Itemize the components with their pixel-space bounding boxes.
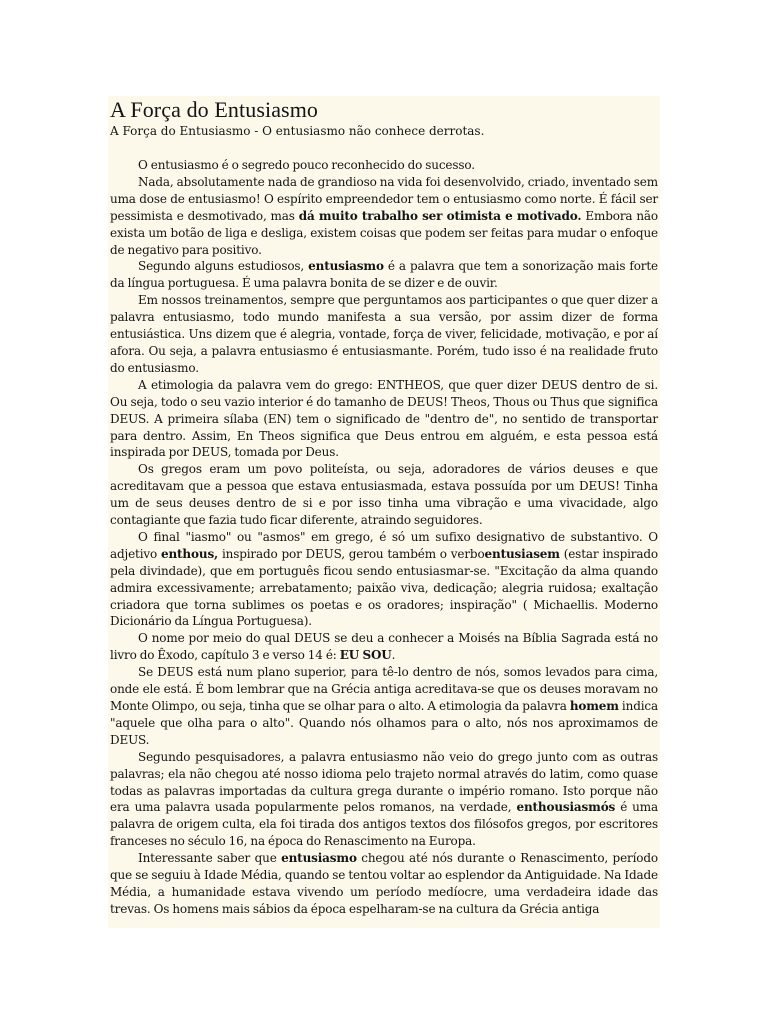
bold-text: entusiasmo bbox=[281, 851, 357, 866]
paragraph bbox=[110, 174, 658, 259]
text-run: . bbox=[391, 648, 396, 663]
document-body bbox=[110, 157, 658, 918]
paragraph bbox=[110, 258, 658, 292]
text-run: Interessante saber que bbox=[138, 851, 282, 866]
text-run: é a palavra que tem a sonorização mais forte da língua portuguesa. É uma palavra bonita de se dizer e de ouvir. bbox=[110, 259, 658, 291]
text-run: A etimologia da palavra vem do grego: ENTHEOS, que quer dizer DEUS dentro de si. Ou seja, todo o seu vazio interior é do tamanho de DEUS! Theos, Thous ou Thus que significa DEUS. A primeira sílaba (EN) tem o significado de "dentro de", no sentido de transportar para dentro. Assim, En Theos significa que Deus entrou em alguém, e esta pessoa está inspirada por DEUS, tomada por Deus. bbox=[110, 377, 658, 460]
bold-text: enthous, bbox=[160, 546, 219, 561]
text-run: chegou até nós durante o Renascimento, período que se seguiu à Idade Média, quando se tentou voltar ao esplendor da Antiguidade. Na Idade Média, a humanidade estava vivendo um período medíocre, uma verdadeira idade das trevas. Os homens mais sábios da época espelharam-se na cultura da Grécia antiga bbox=[110, 851, 658, 916]
paragraph bbox=[110, 529, 658, 630]
text-run: O entusiasmo é o segredo pouco reconhecido do sucesso. bbox=[138, 158, 475, 172]
text-run: (estar inspirado pela divindade), que em português ficou sendo entusiasmar-se. "Excitação da alma quando admira excessivamente; arrebatamento; paixão viva, dedicação; alegria ruidosa; exaltação criadora que torna sublimes os poetas e os oradores; inspiração" ( Michaellis. Moderno Dicionário da Língua Portuguesa). bbox=[110, 546, 659, 629]
paragraph bbox=[110, 292, 658, 377]
text-run: é uma palavra de origem culta, ela foi tirada dos antigos textos dos filósofos gregos, por escritores franceses no século 16, na época do Renascimento na Europa. bbox=[110, 800, 658, 849]
paragraph bbox=[110, 377, 658, 462]
bold-text: enthousiasmós bbox=[516, 800, 616, 815]
bold-text: entusiasmo bbox=[308, 259, 384, 274]
text-run: Segundo alguns estudiosos, bbox=[138, 259, 309, 274]
bold-text: dá muito trabalho ser otimista e motivado. bbox=[298, 208, 582, 223]
text-run: O nome por meio do qual DEUS se deu a conhecer a Moisés na Bíblia Sagrada está no livro do Êxodo, capítulo 3 e verso 14 é: bbox=[110, 631, 658, 663]
bold-text: EU SOU bbox=[339, 648, 392, 663]
text-run: indica "aquele que olha para o alto". Quando nós olhamos para o alto, nós nos aproximamos de DEUS. bbox=[110, 699, 658, 747]
paragraph bbox=[110, 157, 658, 174]
paragraph bbox=[110, 664, 658, 749]
bold-text: homem bbox=[569, 699, 619, 713]
text-run: Se DEUS está num plano superior, para tê-lo dentro de nós, somos levados para cima, onde ele está. É bom lembrar que na Grécia antiga acreditava-se que os deuses moravam no Monte Olimpo, ou seja, tinha que se olhar para o alto. A etimologia da palavra bbox=[110, 665, 658, 713]
text-run: inspirado por DEUS, gerou também o verbo bbox=[218, 546, 485, 561]
paragraph bbox=[110, 630, 658, 664]
document-subtitle: A Força do Entusiasmo - O entusiasmo não conhece derrotas. bbox=[110, 124, 485, 138]
text-run: O final "iasmo" ou "asmos" em grego, é só um sufixo designativo de substantivo. O adjetivo bbox=[110, 529, 658, 561]
text-run: Embora não exista um botão de liga e desliga, existem coisas que podem ser feitas para mudar o enfoque de negativo para positivo. bbox=[110, 208, 658, 257]
document-content bbox=[108, 96, 660, 918]
paragraph bbox=[110, 749, 658, 850]
text-run: Nada, absolutamente nada de grandioso na vida foi desenvolvido, criado, inventado sem uma dose de entusiasmo! O espírito empreendedor tem o entusiasmo como norte. É fácil ser pessimista e desmotivado, mas bbox=[110, 174, 658, 223]
text-run: Os gregos eram um povo politeísta, ou seja, adoradores de vários deuses e que acreditavam que a pessoa que estava entusiasmada, estava possuída por um DEUS! Tinha um de seus deuses dentro de si e por isso tinha uma vibração e uma vivacidade, algo contagiante que fazia tudo ficar diferente, atraindo seguidores. bbox=[110, 462, 658, 528]
document-page bbox=[108, 96, 660, 928]
document-title: A Força do Entusiasmo bbox=[110, 97, 319, 122]
text-run: Em nossos treinamentos, sempre que perguntamos aos participantes o que quer dizer a palavra entusiasmo, todo mundo manifesta a sua versão, por assim dizer de forma entusiástica. Uns dizem que é alegria, vontade, força de viver, felicidade, motivação, e por aí afora. Ou seja, a palavra entusiasmo é entusiasmante. Porém, tudo isso é na realidade fruto do entusiasmo. bbox=[110, 293, 658, 375]
text-run: Segundo pesquisadores, a palavra entusiasmo não veio do grego junto com as outras palavras; ela não chegou até nosso idioma pelo trajeto normal através do latim, como quase todas as palavras importadas da cultura grega durante o império romano. Isto porque não era uma palavra usada popularmente pelos romanos, na verdade, bbox=[110, 749, 658, 815]
bold-text: entusiasem bbox=[484, 546, 560, 561]
paragraph bbox=[110, 850, 658, 918]
paragraph bbox=[110, 461, 658, 529]
